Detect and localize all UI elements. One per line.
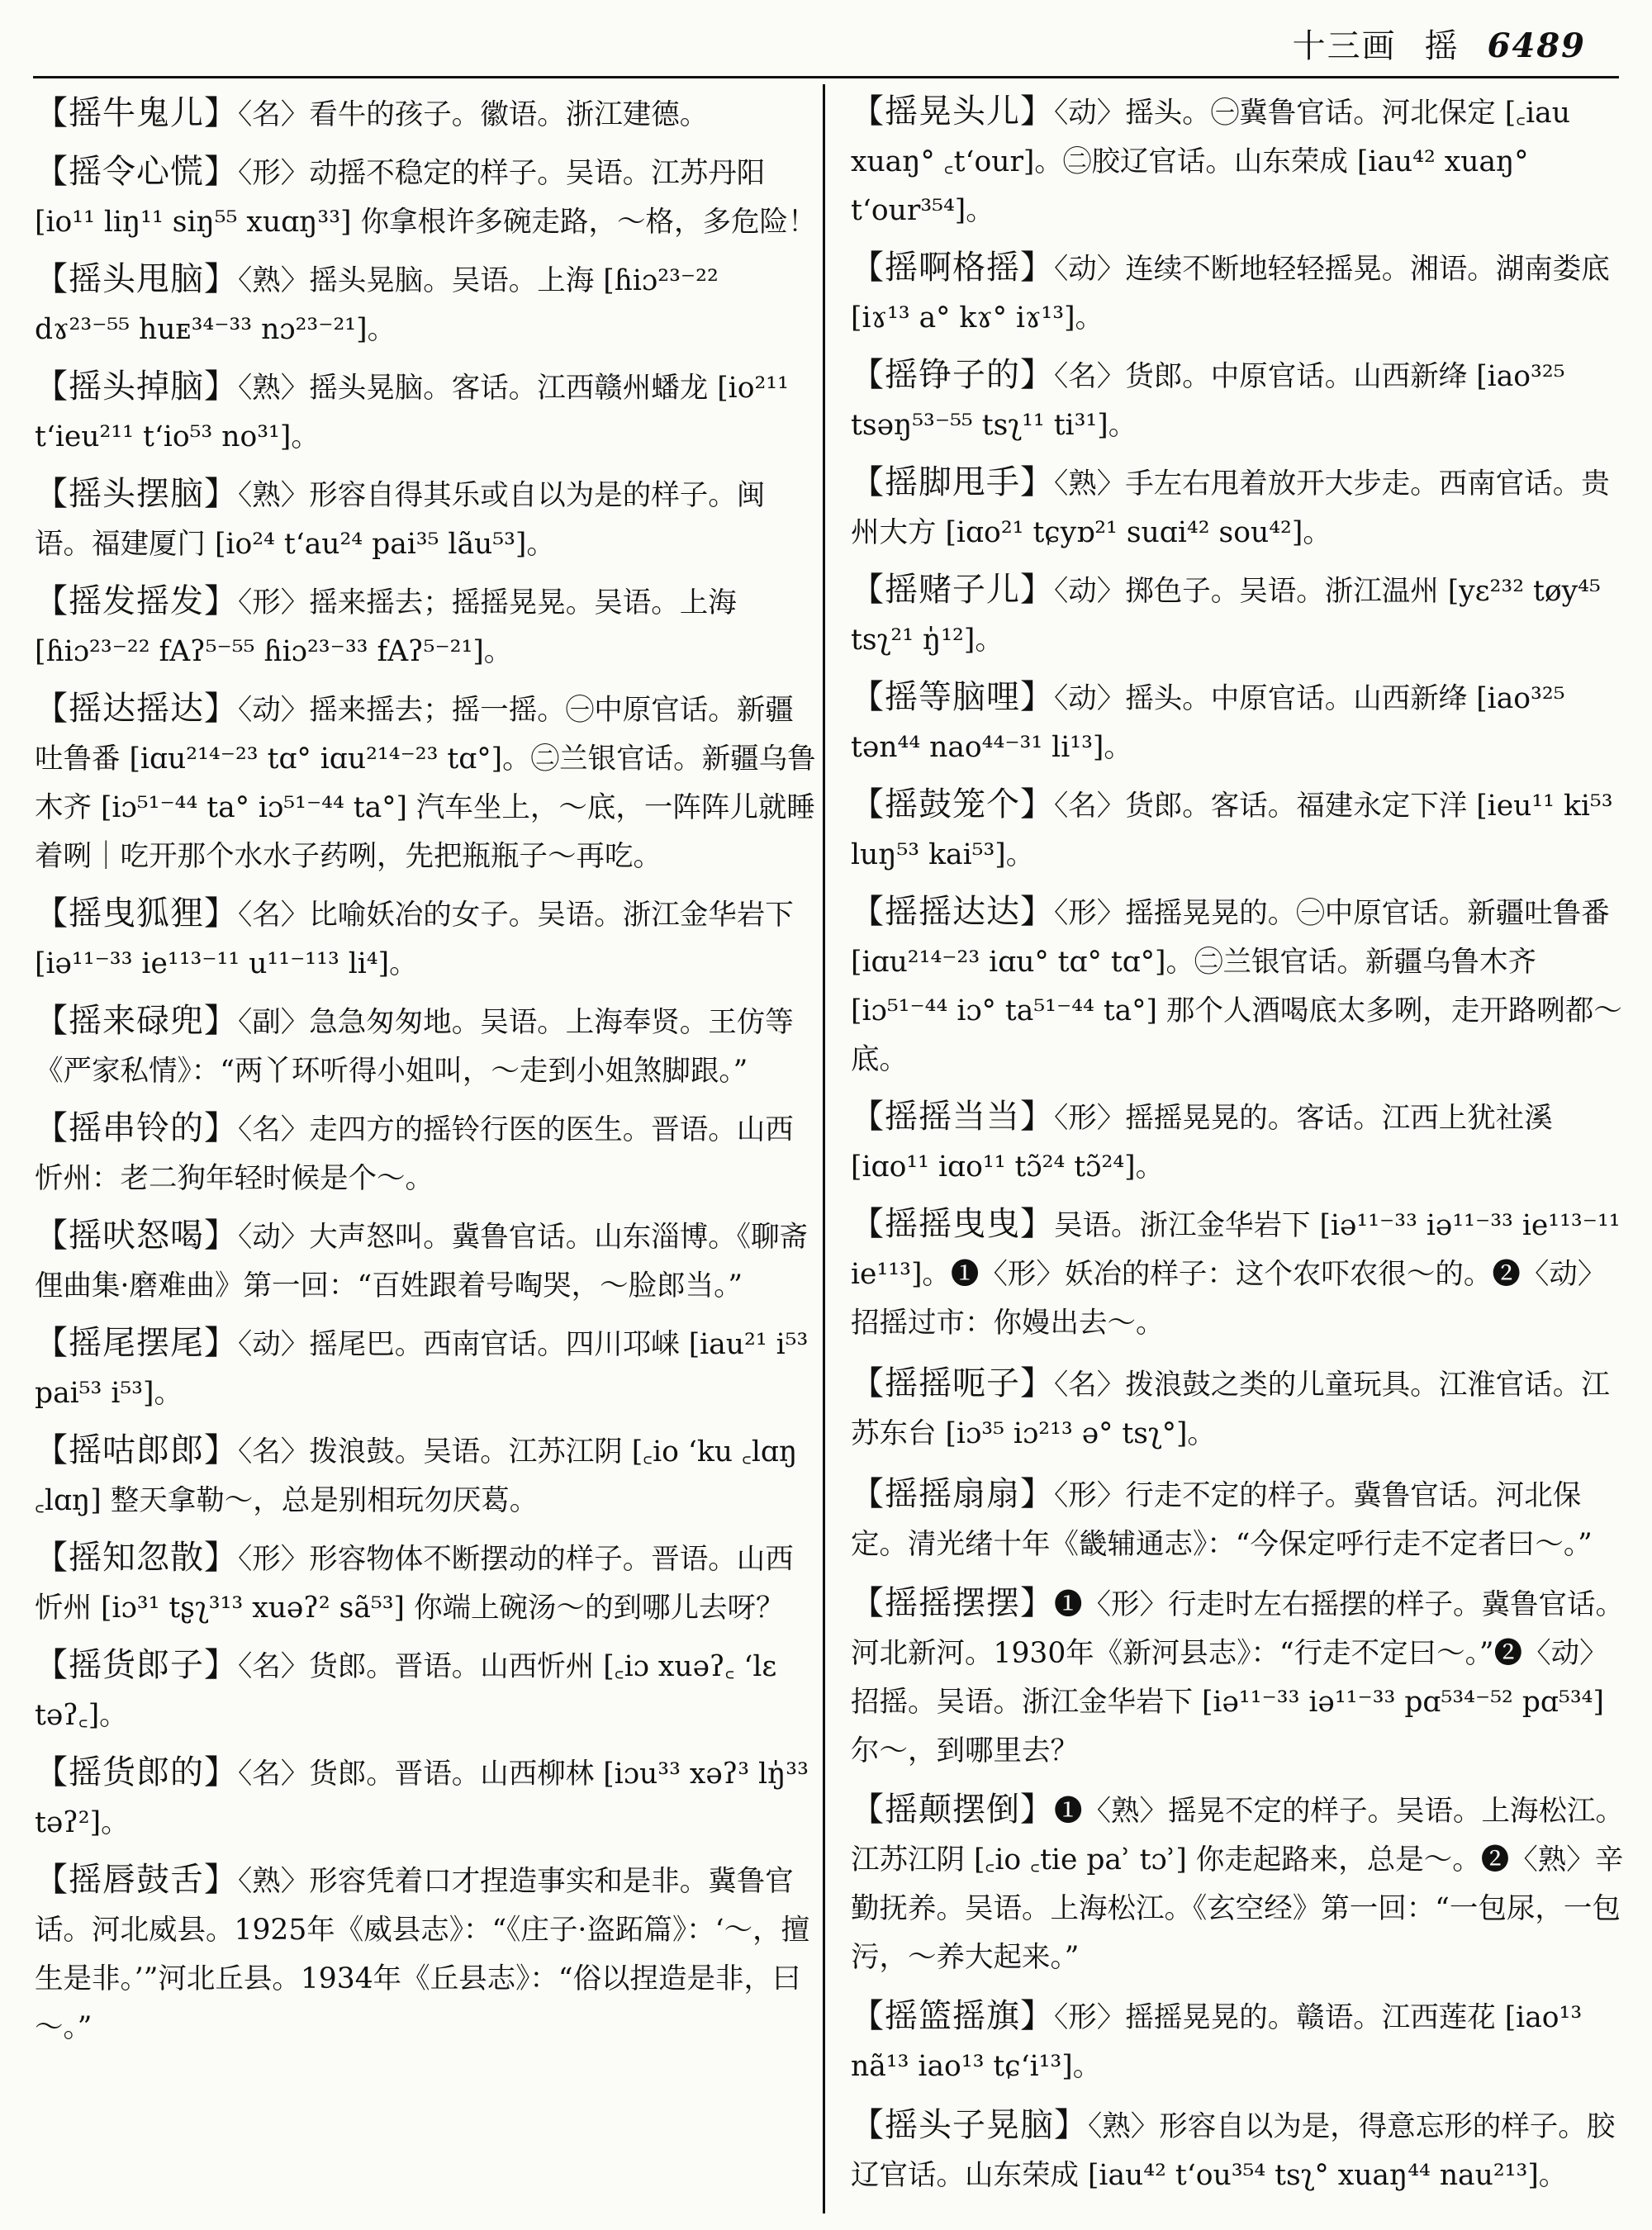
entry-definition: 〈熟〉形容自得其乐或自以为是的样子。闽语。福建厦门 [io²⁴ tʻau²⁴ pai³⁵ lãu⁵³]。 xyxy=(35,479,766,561)
dictionary-entry xyxy=(851,1786,1627,1982)
dictionary-entry xyxy=(851,244,1627,343)
dictionary-entry xyxy=(35,1319,819,1418)
entry-definition: 〈名〉拨浪鼓。吴语。江苏江阴 [꜀io ʻku ꜀lɑŋ ꜀lɑŋ] 整天拿勒～，总是别相玩勿厌葛。 xyxy=(35,1435,798,1517)
header-rule xyxy=(33,76,1619,78)
entry-headword: 【摇头甩脑】 xyxy=(35,260,238,298)
entry-headword: 【摇知忽散】 xyxy=(35,1539,238,1577)
dictionary-entry xyxy=(35,255,819,354)
dictionary-entry xyxy=(851,1992,1627,2091)
entry-definition: 〈熟〉手左右甩着放开大步走。西南官话。贵州大方 [iɑo²¹ tɕyɒ²¹ suɑi⁴² sou⁴²]。 xyxy=(851,467,1610,549)
entry-headword: 【摇等脑哩】 xyxy=(851,678,1054,716)
entry-headword: 【摇头子晃脑】 xyxy=(851,2106,1088,2144)
entry-headword: 【摇铮子的】 xyxy=(851,356,1054,394)
entry-headword: 【摇曳狐狸】 xyxy=(35,894,238,932)
entry-headword: 【摇脚甩手】 xyxy=(851,463,1054,501)
entry-headword: 【摇摇达达】 xyxy=(851,893,1054,931)
dictionary-entry xyxy=(35,363,819,462)
entry-definition: 吴语。浙江金华岩下 [iə¹¹⁻³³ iə¹¹⁻³³ ie¹¹³⁻¹¹ ie¹¹³]。❶〈形〉妖冶的样子：这个农吓农很～的。❷〈动〉招摇过市：你嫚出去～。 xyxy=(851,1209,1621,1340)
dictionary-entry xyxy=(851,780,1627,880)
dictionary-entry xyxy=(35,1748,819,1848)
dictionary-entry xyxy=(35,685,819,881)
entry-definition: 〈副〉急急匆匆地。吴语。上海奉贤。王仿等《严家私情》：“两丫环听得小姐叫，～走到小姐煞脚跟。” xyxy=(35,1006,794,1088)
entry-headword: 【摇头掉脑】 xyxy=(35,368,238,406)
entry-definition: 〈熟〉形容自以为是，得意忘形的样子。胶辽官话。山东荣成 [iau⁴² tʻou³⁵⁴ tsʅ° xuaŋ⁴⁴ nau²¹³]。 xyxy=(851,2110,1616,2192)
dictionary-entry xyxy=(851,1093,1627,1192)
entry-definition: 〈名〉货郎。晋语。山西柳林 [iɔu³³ xəʔ³ lŋ̍³³ təʔ²]。 xyxy=(35,1758,809,1839)
dictionary-entry xyxy=(35,1534,819,1633)
left-column xyxy=(35,81,819,2052)
page-header xyxy=(1293,28,1586,64)
dictionary-entry xyxy=(35,1426,819,1525)
entry-definition: 〈熟〉摇头晃脑。客话。江西赣州蟠龙 [io²¹¹ tʻieu²¹¹ tʻio⁵³ no³¹]。 xyxy=(35,372,789,453)
entry-headword: 【摇啊格摇】 xyxy=(851,249,1054,287)
entry-headword: 【摇摇摆摆】 xyxy=(851,1584,1054,1622)
entry-definition: 〈名〉货郎。客话。福建永定下洋 [ieu¹¹ ki⁵³ luŋ⁵³ kai⁵³]。 xyxy=(851,790,1613,871)
dictionary-entry xyxy=(35,1856,819,2052)
entry-definition: 〈名〉比喻妖冶的女子。吴语。浙江金华岩下 [iə¹¹⁻³³ ie¹¹³⁻¹¹ u¹¹⁻¹¹³ li⁴]。 xyxy=(35,899,794,980)
entry-headword: 【摇鼓笼个】 xyxy=(851,785,1054,823)
dictionary-entry xyxy=(35,890,819,989)
entry-definition: 〈熟〉摇头晃脑。吴语。上海 [ɦiɔ²³⁻²² dɤ²³⁻⁵⁵ huᴇ³⁴⁻³³ nɔ²³⁻²¹]。 xyxy=(35,264,719,346)
entry-headword: 【摇发摇发】 xyxy=(35,582,238,620)
right-column xyxy=(851,81,1627,2200)
dictionary-entry xyxy=(851,1200,1627,1348)
entry-definition: 〈名〉看牛的孩子。徽语。浙江建德。 xyxy=(238,98,709,131)
dictionary-entry xyxy=(35,1212,819,1311)
column-divider xyxy=(823,84,825,2213)
dictionary-entry xyxy=(35,470,819,569)
entry-headword: 【摇牛鬼儿】 xyxy=(35,94,238,132)
entry-headword: 【摇颠摆倒】 xyxy=(851,1791,1054,1829)
entry-definition: ❶〈熟〉摇晃不定的样子。吴语。上海松江。江苏江阴 [꜀io ꜀tie paʾ tɔʾ] 你走起路来，总是～。❷〈熟〉辛勤抚养。吴语。上海松江。《玄空经》第一回：“一包尿，一包污，～养大起来。” xyxy=(851,1795,1624,1974)
dictionary-entry xyxy=(35,1641,819,1740)
entry-headword: 【摇咕郎郎】 xyxy=(35,1431,238,1469)
dictionary-entry xyxy=(35,89,819,140)
entry-headword: 【摇来碌兜】 xyxy=(35,1002,238,1040)
entry-definition: 〈名〉货郎。晋语。山西忻州 [꜀iɔ xuəʔ꜀ ʻlɛ təʔ꜀]。 xyxy=(35,1650,777,1732)
entry-headword: 【摇摇扇扇】 xyxy=(851,1475,1054,1513)
dictionary-entry xyxy=(851,1359,1627,1459)
entry-headword: 【摇尾摆尾】 xyxy=(35,1324,238,1362)
entry-headword: 【摇摇呃子】 xyxy=(851,1364,1054,1402)
entry-definition: 〈形〉摇摇晃晃的。㊀中原官话。新疆吐鲁番 [iɑu²¹⁴⁻²³ iɑu° tɑ° tɑ°]。㊁兰银官话。新疆乌鲁木齐 [iɔ⁵¹⁻⁴⁴ iɔ° ta⁵¹⁻⁴⁴ ta°] 那个人酒喝底太多咧，走开路咧都～底。 xyxy=(851,897,1622,1076)
dictionary-entry xyxy=(35,577,819,676)
entry-headword: 【摇串铃的】 xyxy=(35,1109,238,1147)
entry-definition: 〈形〉行走不定的样子。冀鲁官话。河北保定。清光绪十年《畿辅通志》：“今保定呼行走不定者曰～。” xyxy=(851,1479,1593,1561)
dictionary-entry xyxy=(851,351,1627,450)
entry-definition: ❶〈形〉行走时左右摇摆的样子。冀鲁官话。河北新河。1930年《新河县志》：“行走不定曰～。”❷〈动〉招摇。吴语。浙江金华岩下 [iə¹¹⁻³³ iə¹¹⁻³³ pɑ⁵³⁴⁻⁵² pɑ⁵³⁴] 尔～，到哪里去？ xyxy=(851,1588,1624,1767)
entry-definition: 〈形〉摇摇晃晃的。客话。江西上犹社溪 [iɑo¹¹ iɑo¹¹ tɔ̃²⁴ tɔ̃²⁴]。 xyxy=(851,1102,1553,1184)
dictionary-entry xyxy=(35,1104,819,1203)
entry-definition: 〈熟〉形容凭着口才捏造事实和是非。冀鲁官话。河北威县。1925年《威县志》：“《庄子·盗跖篇》：‘～，擅生是非。’”河北丘县。1934年《丘县志》：“俗以捏造是非，曰～。” xyxy=(35,1865,810,2044)
dictionary-entry xyxy=(35,148,819,247)
dictionary-entry xyxy=(851,566,1627,665)
entry-headword: 【摇达摇达】 xyxy=(35,690,238,728)
section-label: 十三画 xyxy=(1292,27,1397,65)
dictionary-entry xyxy=(851,1470,1627,1569)
entry-headword: 【摇摇当当】 xyxy=(851,1098,1054,1136)
entry-definition: 〈动〉连续不断地轻轻摇晃。湘语。湖南娄底 [iɤ¹³ a° kɤ° iɤ¹³]。 xyxy=(851,253,1610,334)
dictionary-entry xyxy=(851,458,1627,558)
dictionary-entry xyxy=(35,997,819,1096)
dictionary-entry xyxy=(851,2101,1627,2200)
dictionary-entry xyxy=(851,1579,1627,1776)
entry-definition: 〈名〉走四方的摇铃行医的医生。晋语。山西忻州：老二狗年轻时候是个～。 xyxy=(35,1113,794,1195)
entry-definition: 〈形〉摇来摇去；摇摇晃晃。吴语。上海 [ɦiɔ²³⁻²² fAʔ⁵⁻⁵⁵ ɦiɔ²³⁻³³ fAʔ⁵⁻²¹]。 xyxy=(35,586,737,668)
entry-definition: 〈形〉动摇不稳定的样子。吴语。江苏丹阳 [io¹¹ liŋ¹¹ siŋ⁵⁵ xuɑŋ³³] 你拿根许多碗走路，～格，多危险！ xyxy=(35,157,817,239)
dictionary-entry xyxy=(851,673,1627,772)
entry-definition: 〈动〉摇头。㊀冀鲁官话。河北保定 [꜀iau xuaŋ° ꜀tʻour]。㊁胶辽官话。山东荣成 [iau⁴² xuaŋ° tʻour³⁵⁴]。 xyxy=(851,97,1570,227)
header-character: 摇 xyxy=(1424,27,1460,65)
entry-headword: 【摇吠怒喝】 xyxy=(35,1217,238,1255)
entry-definition: 〈名〉拨浪鼓之类的儿童玩具。江淮官话。江苏东台 [iɔ³⁵ iɔ²¹³ ə° tsʅ°]。 xyxy=(851,1369,1610,1450)
entry-headword: 【摇摇曳曳】 xyxy=(851,1205,1054,1243)
entry-headword: 【摇晃头儿】 xyxy=(851,93,1054,130)
entry-headword: 【摇令心慌】 xyxy=(35,153,238,191)
entry-definition: 〈动〉掷色子。吴语。浙江温州 [yɛ²³² tøy⁴⁵ tsʅ²¹ ŋ̍¹²]。 xyxy=(851,575,1601,657)
entry-headword: 【摇篮摇旗】 xyxy=(851,1997,1054,2035)
page-number: 6489 xyxy=(1487,26,1586,65)
dictionary-entry xyxy=(851,888,1627,1084)
entry-definition: 〈形〉摇摇晃晃的。赣语。江西莲花 [iao¹³ nã¹³ iao¹³ tɕʻi¹³]。 xyxy=(851,2001,1583,2083)
entry-definition: 〈动〉摇头。中原官话。山西新绛 [iao³²⁵ tən⁴⁴ nao⁴⁴⁻³¹ li¹³]。 xyxy=(851,682,1565,764)
entry-definition: 〈形〉形容物体不断摆动的样子。晋语。山西忻州 [iɔ³¹ tʂʅ³¹³ xuəʔ² sã⁵³] 你端上碗汤～的到哪儿去呀？ xyxy=(35,1543,794,1625)
entry-definition: 〈名〉货郎。中原官话。山西新绛 [iao³²⁵ tsəŋ⁵³⁻⁵⁵ tsʅ¹¹ ti³¹]。 xyxy=(851,360,1565,442)
entry-headword: 【摇货郎的】 xyxy=(35,1753,238,1791)
dictionary-entry xyxy=(851,88,1627,235)
entry-definition: 〈动〉摇尾巴。西南官话。四川邛崃 [iau²¹ i⁵³ pai⁵³ i⁵³]。 xyxy=(35,1328,809,1410)
entry-definition: 〈动〉摇来摇去；摇一摇。㊀中原官话。新疆吐鲁番 [iɑu²¹⁴⁻²³ tɑ° iɑu²¹⁴⁻²³ tɑ°]。㊁兰银官话。新疆乌鲁木齐 [iɔ⁵¹⁻⁴⁴ ta° iɔ⁵¹⁻⁴⁴ ta°] 汽车坐上，～底，一阵阵儿就睡着咧｜吃开那个水水子药咧，先把瓶瓶子～再吃。 xyxy=(35,694,816,873)
entry-definition: 〈动〉大声怒叫。冀鲁官话。山东淄博。《聊斋俚曲集·磨难曲》第一回：“百姓跟着号啕哭，～脸郎当。” xyxy=(35,1221,808,1302)
entry-headword: 【摇赌子儿】 xyxy=(851,571,1054,609)
entry-headword: 【摇货郎子】 xyxy=(35,1646,238,1684)
entry-headword: 【摇头摆脑】 xyxy=(35,475,238,513)
entry-headword: 【摇唇鼓舌】 xyxy=(35,1861,238,1899)
